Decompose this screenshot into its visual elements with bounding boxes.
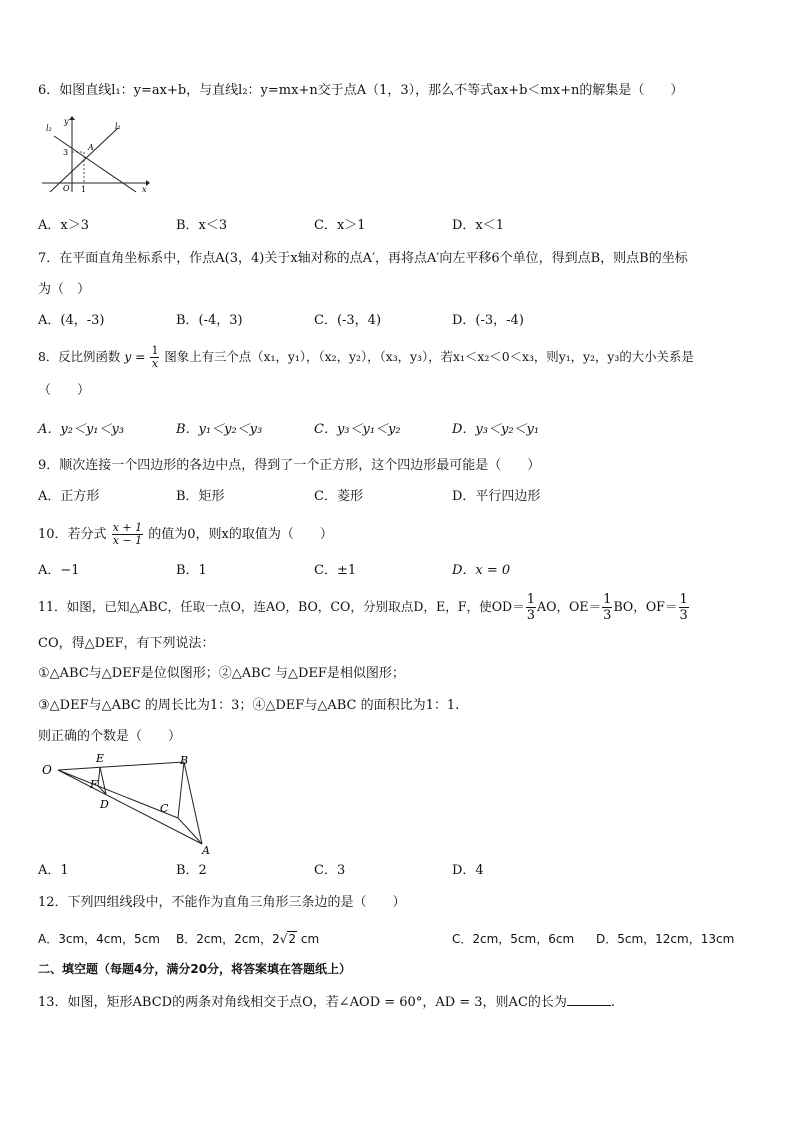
q10-option-d: D．x = 0 (452, 563, 511, 578)
q11-frac-of (679, 592, 689, 623)
q11-b-label: B (180, 754, 189, 767)
q10-pre: 10．若分式 (38, 527, 107, 542)
q10-option-a: A．−1 (38, 563, 80, 578)
q6-y-label: y (64, 117, 69, 126)
q11-stem-line4: ③△DEF与△ABC 的周长比为1：3；④△DEF与△ABC 的面积比为1：1. (38, 698, 460, 713)
q10-stem (38, 522, 333, 547)
q6-x-label: x (142, 185, 147, 194)
q12-optB-post: cm (300, 932, 320, 946)
q11-frac-od-num: 1 (526, 592, 536, 607)
q6-a-label: A (88, 143, 94, 152)
q11-c-label: C (160, 802, 169, 815)
q13-stem (38, 993, 615, 1012)
q10-den: x − 1 (112, 534, 143, 547)
q11-f-label: F (90, 778, 98, 791)
q8-stem-line2: （ ） (38, 383, 91, 398)
q8-option-c: C．y₃＜y₁＜y₂ (314, 422, 401, 437)
q12-stem: 12．下列四组线段中，不能作为直角三角形三条边的是（ ） (38, 895, 406, 910)
q13-text: 13．如图，矩形ABCD的两条对角线相交于点O，若∠AOD = 60°，AD = 3，则AC的长为 (38, 995, 567, 1010)
q7-stem-line2: 为（ ） (38, 282, 91, 297)
q11-frac-oe-den: 3 (603, 608, 612, 623)
q10-num: x + 1 (112, 521, 143, 534)
q10-option-c: C．±1 (314, 563, 357, 578)
q10-fraction (112, 522, 143, 547)
answer-blank (567, 993, 611, 1006)
q11-stem-line5: 则正确的个数是（ ） (38, 729, 182, 744)
q11-o-label: O (42, 763, 52, 777)
q7-option-d: D．(-3，-4) (452, 313, 524, 328)
q6-o-label: O (63, 184, 70, 193)
q11-option-b: B．2 (176, 863, 207, 878)
q11-d-label: D (100, 798, 109, 811)
q6-figure (38, 114, 150, 194)
q8-num: 1 (151, 344, 159, 357)
q6-option-b: B．x＜3 (176, 218, 228, 233)
q11-frac-oe (602, 592, 612, 623)
q6-l2-label: l₂ (46, 124, 52, 133)
q11-option-a: A．1 (38, 863, 69, 878)
q12-option-d: D．5cm，12cm，13cm (596, 932, 735, 946)
q6-option-d: D．x＜1 (452, 218, 505, 233)
q9-option-d: D．平行四边形 (452, 489, 541, 504)
q8-option-d: D．y₃＜y₂＜y₁ (452, 422, 540, 437)
q11-frac-od (526, 592, 536, 623)
q6-l1-label: l₁ (115, 122, 121, 131)
q11-frac-of-den: 3 (679, 608, 688, 623)
q12-optB-radicand: 2 (288, 932, 297, 946)
q8-post: 图象上有三个点（x₁，y₁），（x₂，y₂），（x₃，y₃），若x₁＜x₂＜0＜x₃，则y₁，y₂，y₃的大小关系是 (164, 349, 694, 364)
q8-stem (38, 345, 694, 370)
q11-frac-of-num: 1 (679, 592, 688, 607)
q12-option-c: C．2cm，5cm，6cm (452, 932, 575, 946)
q6-option-c: C．x＞1 (314, 218, 366, 233)
q7-stem-line1: 7．在平面直角坐标系中，作点A(3，4)关于x轴对称的点A′，再将点A′向左平移6个单位，得到点B，则点B的坐标 (38, 251, 688, 266)
q10-option-b: B．1 (176, 563, 207, 578)
q8-option-b: B．y₁＜y₂＜y₃ (176, 422, 263, 437)
q7-option-c: C．(-3，4) (314, 313, 382, 328)
q8-pre: 8．反比例函数 (38, 349, 121, 364)
q11-option-c: C．3 (314, 863, 346, 878)
q11-stem-line2: CO，得△DEF，有下列说法： (38, 636, 215, 651)
q6-1-label: 1 (81, 185, 87, 194)
q11-a-label: A (202, 844, 210, 856)
section-fill-in-heading: 二、填空题（每题4分，满分20分，将答案填在答题纸上） (38, 962, 352, 976)
q11-figure (38, 752, 224, 856)
q8-fraction (150, 345, 159, 370)
q6-3-label: 3 (63, 148, 69, 157)
q11-stem-line3: ①△ABC与△DEF是位似图形；②△ABC 与△DEF是相似图形； (38, 666, 405, 681)
q9-stem: 9．顺次连接一个四边形的各边中点，得到了一个正方形，这个四边形最可能是（ ） (38, 458, 541, 473)
q12-optB-pre: B．2cm，2cm，2 (176, 932, 280, 946)
q8-option-a: A．y₂＜y₁＜y₃ (38, 422, 125, 437)
q11-ao: AO，OE＝ (537, 599, 602, 614)
q10-post: 的值为0，则x的取值为（ ） (148, 527, 333, 542)
q6-option-a: A．x＞3 (38, 218, 89, 233)
q8-den: x (151, 357, 159, 370)
q12-option-b (176, 930, 319, 948)
q11-line1a: 11．如图，已知△ABC，任取一点O，连AO，BO，CO，分别取点D，E，F，使OD＝ (38, 599, 525, 614)
q7-option-a: A．(4，-3) (38, 313, 105, 328)
q7-option-b: B．(-4，3) (176, 313, 243, 328)
q11-option-d: D．4 (452, 863, 484, 878)
q11-frac-od-den: 3 (526, 608, 536, 623)
q9-option-a: A．正方形 (38, 489, 100, 504)
q11-frac-oe-num: 1 (603, 592, 612, 607)
q6-stem: 6．如图直线l₁：y=ax+b，与直线l₂：y=mx+n交于点A（1，3），那么不等式ax+b＜mx+n的解集是（ ） (38, 83, 684, 98)
q8-y: y = (124, 349, 146, 364)
q11-bo: BO，OF＝ (613, 599, 678, 614)
q11-e-label: E (96, 752, 105, 765)
q9-option-b: B．矩形 (176, 489, 225, 504)
q9-option-c: C．菱形 (314, 489, 363, 504)
q13-end: . (610, 995, 616, 1010)
q11-stem-line1 (38, 592, 690, 623)
sqrt-sign: √ (279, 932, 288, 946)
q12-option-a: A．3cm，4cm，5cm (38, 932, 160, 946)
